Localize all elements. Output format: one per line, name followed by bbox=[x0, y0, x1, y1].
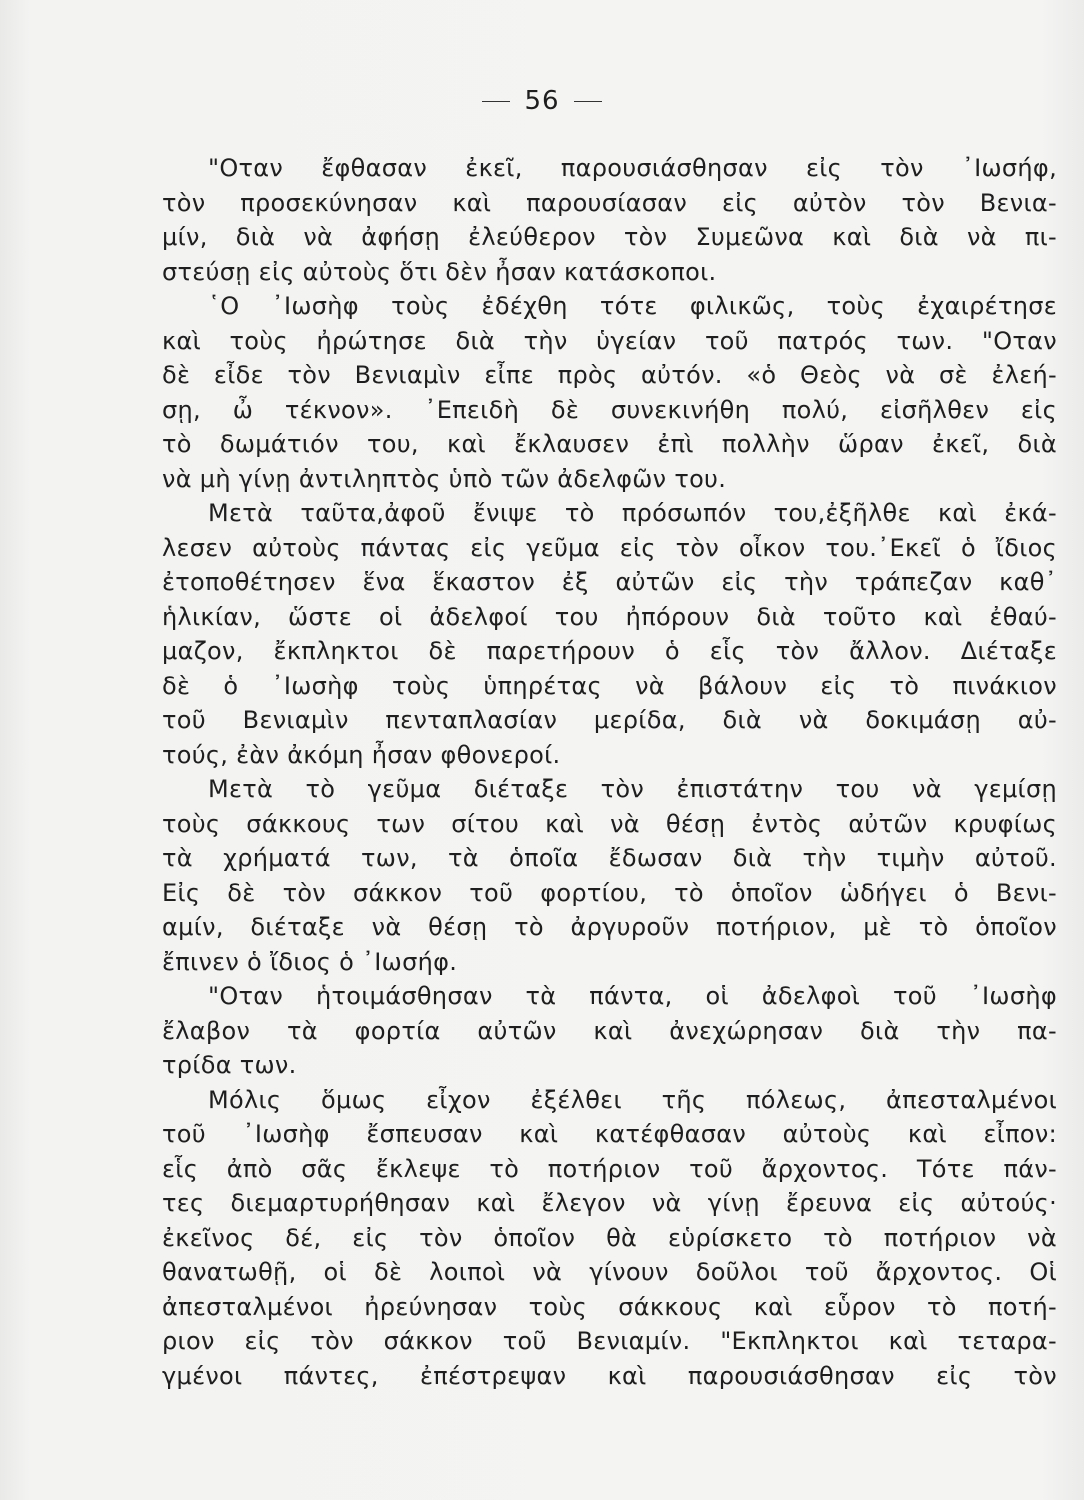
text-line: δὲ ὁ ᾿Ιωσὴφ τοὺς ὑπηρέτας νὰ βάλουν εἰς τὸ πινάκιον bbox=[162, 671, 1057, 700]
text-line: ριον εἰς τὸν σάκκον τοῦ Βενιαμίν. "Εκπληκτοι καὶ τεταρα- bbox=[162, 1327, 1057, 1355]
text-line: ἀπεσταλμένοι ἠρεύνησαν τοὺς σάκκους καὶ εὗρον τὸ ποτή- bbox=[162, 1292, 1057, 1321]
text-line: νὰ μὴ γίνῃ ἀντιληπτὸς ὑπὸ τῶν ἀδελφῶν του. bbox=[162, 464, 727, 493]
text-line: σῃ, ὦ τέκνον». ᾿Επειδὴ δὲ συνεκινήθη πολύ, εἰσῆλθεν εἰς bbox=[162, 395, 1057, 424]
text-line: τρίδα των. bbox=[162, 1051, 297, 1079]
text-line: τοὺς σάκκους των σίτου καὶ νὰ θέσῃ ἐντὸς αὐτῶν κρυφίως bbox=[162, 809, 1057, 838]
text-line: τες διεμαρτυρήθησαν καὶ ἔλεγον νὰ γίνῃ ἔρευνα εἰς αὐτούς· bbox=[162, 1189, 1057, 1217]
text-line: δὲ εἶδε τὸν Βενιαμὶν εἶπε πρὸς αὐτόν. «ὁ Θεὸς νὰ σὲ ἐλεή- bbox=[162, 361, 1057, 389]
text-line: ῾Ο ᾿Ιωσὴφ τοὺς ἐδέχθη τότε φιλικῶς, τοὺς ἐχαιρέτησε bbox=[208, 292, 1057, 320]
text-line: γμένοι πάντες, ἐπέστρεψαν καὶ παρουσιάσθησαν εἰς τὸν bbox=[162, 1361, 1057, 1390]
text-line: Μόλις ὅμως εἶχον ἐξέλθει τῆς πόλεως, ἀπεσταλμένοι bbox=[208, 1085, 1057, 1114]
text-line: ἡλικίαν, ὥστε οἱ ἀδελφοί του ἠπόρουν διὰ τοῦτο καὶ ἐθαύ- bbox=[162, 602, 1057, 631]
text-line: τὰ χρήματά των, τὰ ὁποῖα ἔδωσαν διὰ τὴν τιμὴν αὐτοῦ. bbox=[162, 844, 1057, 872]
text-line: Μετὰ ταῦτα,ἀφοῦ ἔνιψε τὸ πρόσωπόν του,ἐξῆλθε καὶ ἐκά- bbox=[208, 499, 1057, 527]
text-line: εἷς ἀπὸ σᾶς ἔκλεψε τὸ ποτήριον τοῦ ἄρχοντος. Τότε πάν- bbox=[162, 1154, 1057, 1183]
text-line: μίν, διὰ νὰ ἀφήσῃ ἐλεύθερον τὸν Συμεῶνα καὶ διὰ νὰ πι- bbox=[162, 223, 1057, 251]
text-line: "Οταν ἡτοιμάσθησαν τὰ πάντα, οἱ ἀδελφοὶ τοῦ ᾿Ιωσὴφ bbox=[208, 982, 1057, 1010]
text-line: τοῦ Βενιαμὶν πενταπλασίαν μερίδα, διὰ νὰ δοκιμάσῃ αὐ- bbox=[162, 706, 1057, 734]
header-dash-left bbox=[482, 101, 510, 102]
text-line: Μετὰ τὸ γεῦμα διέταξε τὸν ἐπιστάτην του νὰ γεμίσῃ bbox=[208, 775, 1057, 803]
text-line: θανατωθῇ, οἱ δὲ λοιποὶ νὰ γίνουν δοῦλοι τοῦ ἄρχοντος. Οἱ bbox=[162, 1258, 1057, 1286]
text-line: τὸ δωμάτιόν του, καὶ ἔκλαυσεν ἐπὶ πολλὴν ὥραν ἐκεῖ, διὰ bbox=[162, 430, 1057, 458]
page-header bbox=[0, 86, 1084, 116]
text-line: αμίν, διέταξε νὰ θέσῃ τὸ ἀργυροῦν ποτήριον, μὲ τὸ ὁποῖον bbox=[162, 913, 1057, 941]
text-line: Εἰς δὲ τὸν σάκκον τοῦ φορτίου, τὸ ὁποῖον ὡδήγει ὁ Βενι- bbox=[162, 878, 1057, 907]
text-line: "Οταν ἔφθασαν ἐκεῖ, παρουσιάσθησαν εἰς τὸν ᾿Ιωσήφ, bbox=[208, 154, 1057, 182]
body-text bbox=[162, 151, 1057, 1393]
text-line: στεύσῃ εἰς αὐτοὺς ὅτι δὲν ἦσαν κατάσκοποι. bbox=[162, 257, 717, 286]
text-line: ἐτοποθέτησεν ἕνα ἕκαστον ἐξ αὐτῶν εἰς τὴν τράπεζαν καθ᾿ bbox=[162, 568, 1057, 596]
page-number: 56 bbox=[524, 86, 560, 116]
text-line: μαζον, ἔκπληκτοι δὲ παρετήρουν ὁ εἷς τὸν ἄλλον. Διέταξε bbox=[162, 637, 1057, 665]
text-line: τὸν προσεκύνησαν καὶ παρουσίασαν εἰς αὐτὸν τὸν Βενια- bbox=[162, 188, 1057, 217]
text-line: τούς, ἐὰν ἀκόμη ἦσαν φθονεροί. bbox=[162, 740, 561, 769]
text-line: τοῦ ᾿Ιωσὴφ ἔσπευσαν καὶ κατέφθασαν αὐτοὺς καὶ εἶπον: bbox=[162, 1120, 1057, 1148]
text-line: ἐκεῖνος δέ, εἰς τὸν ὁποῖον θὰ εὑρίσκετο τὸ ποτήριον νὰ bbox=[162, 1223, 1057, 1252]
text-line: ἔλαβον τὰ φορτία αὐτῶν καὶ ἀνεχώρησαν διὰ τὴν πα- bbox=[162, 1016, 1057, 1045]
text-line: ἔπινεν ὁ ἴδιος ὁ ᾿Ιωσήφ. bbox=[162, 947, 458, 976]
text-line: λεσεν αὐτοὺς πάντας εἰς γεῦμα εἰς τὸν οἶκον του.᾿Εκεῖ ὁ ἴδιος bbox=[162, 533, 1057, 562]
header-dash-right bbox=[574, 101, 602, 102]
text-line: καὶ τοὺς ἠρώτησε διὰ τὴν ὑγείαν τοῦ πατρός των. "Οταν bbox=[162, 326, 1057, 355]
